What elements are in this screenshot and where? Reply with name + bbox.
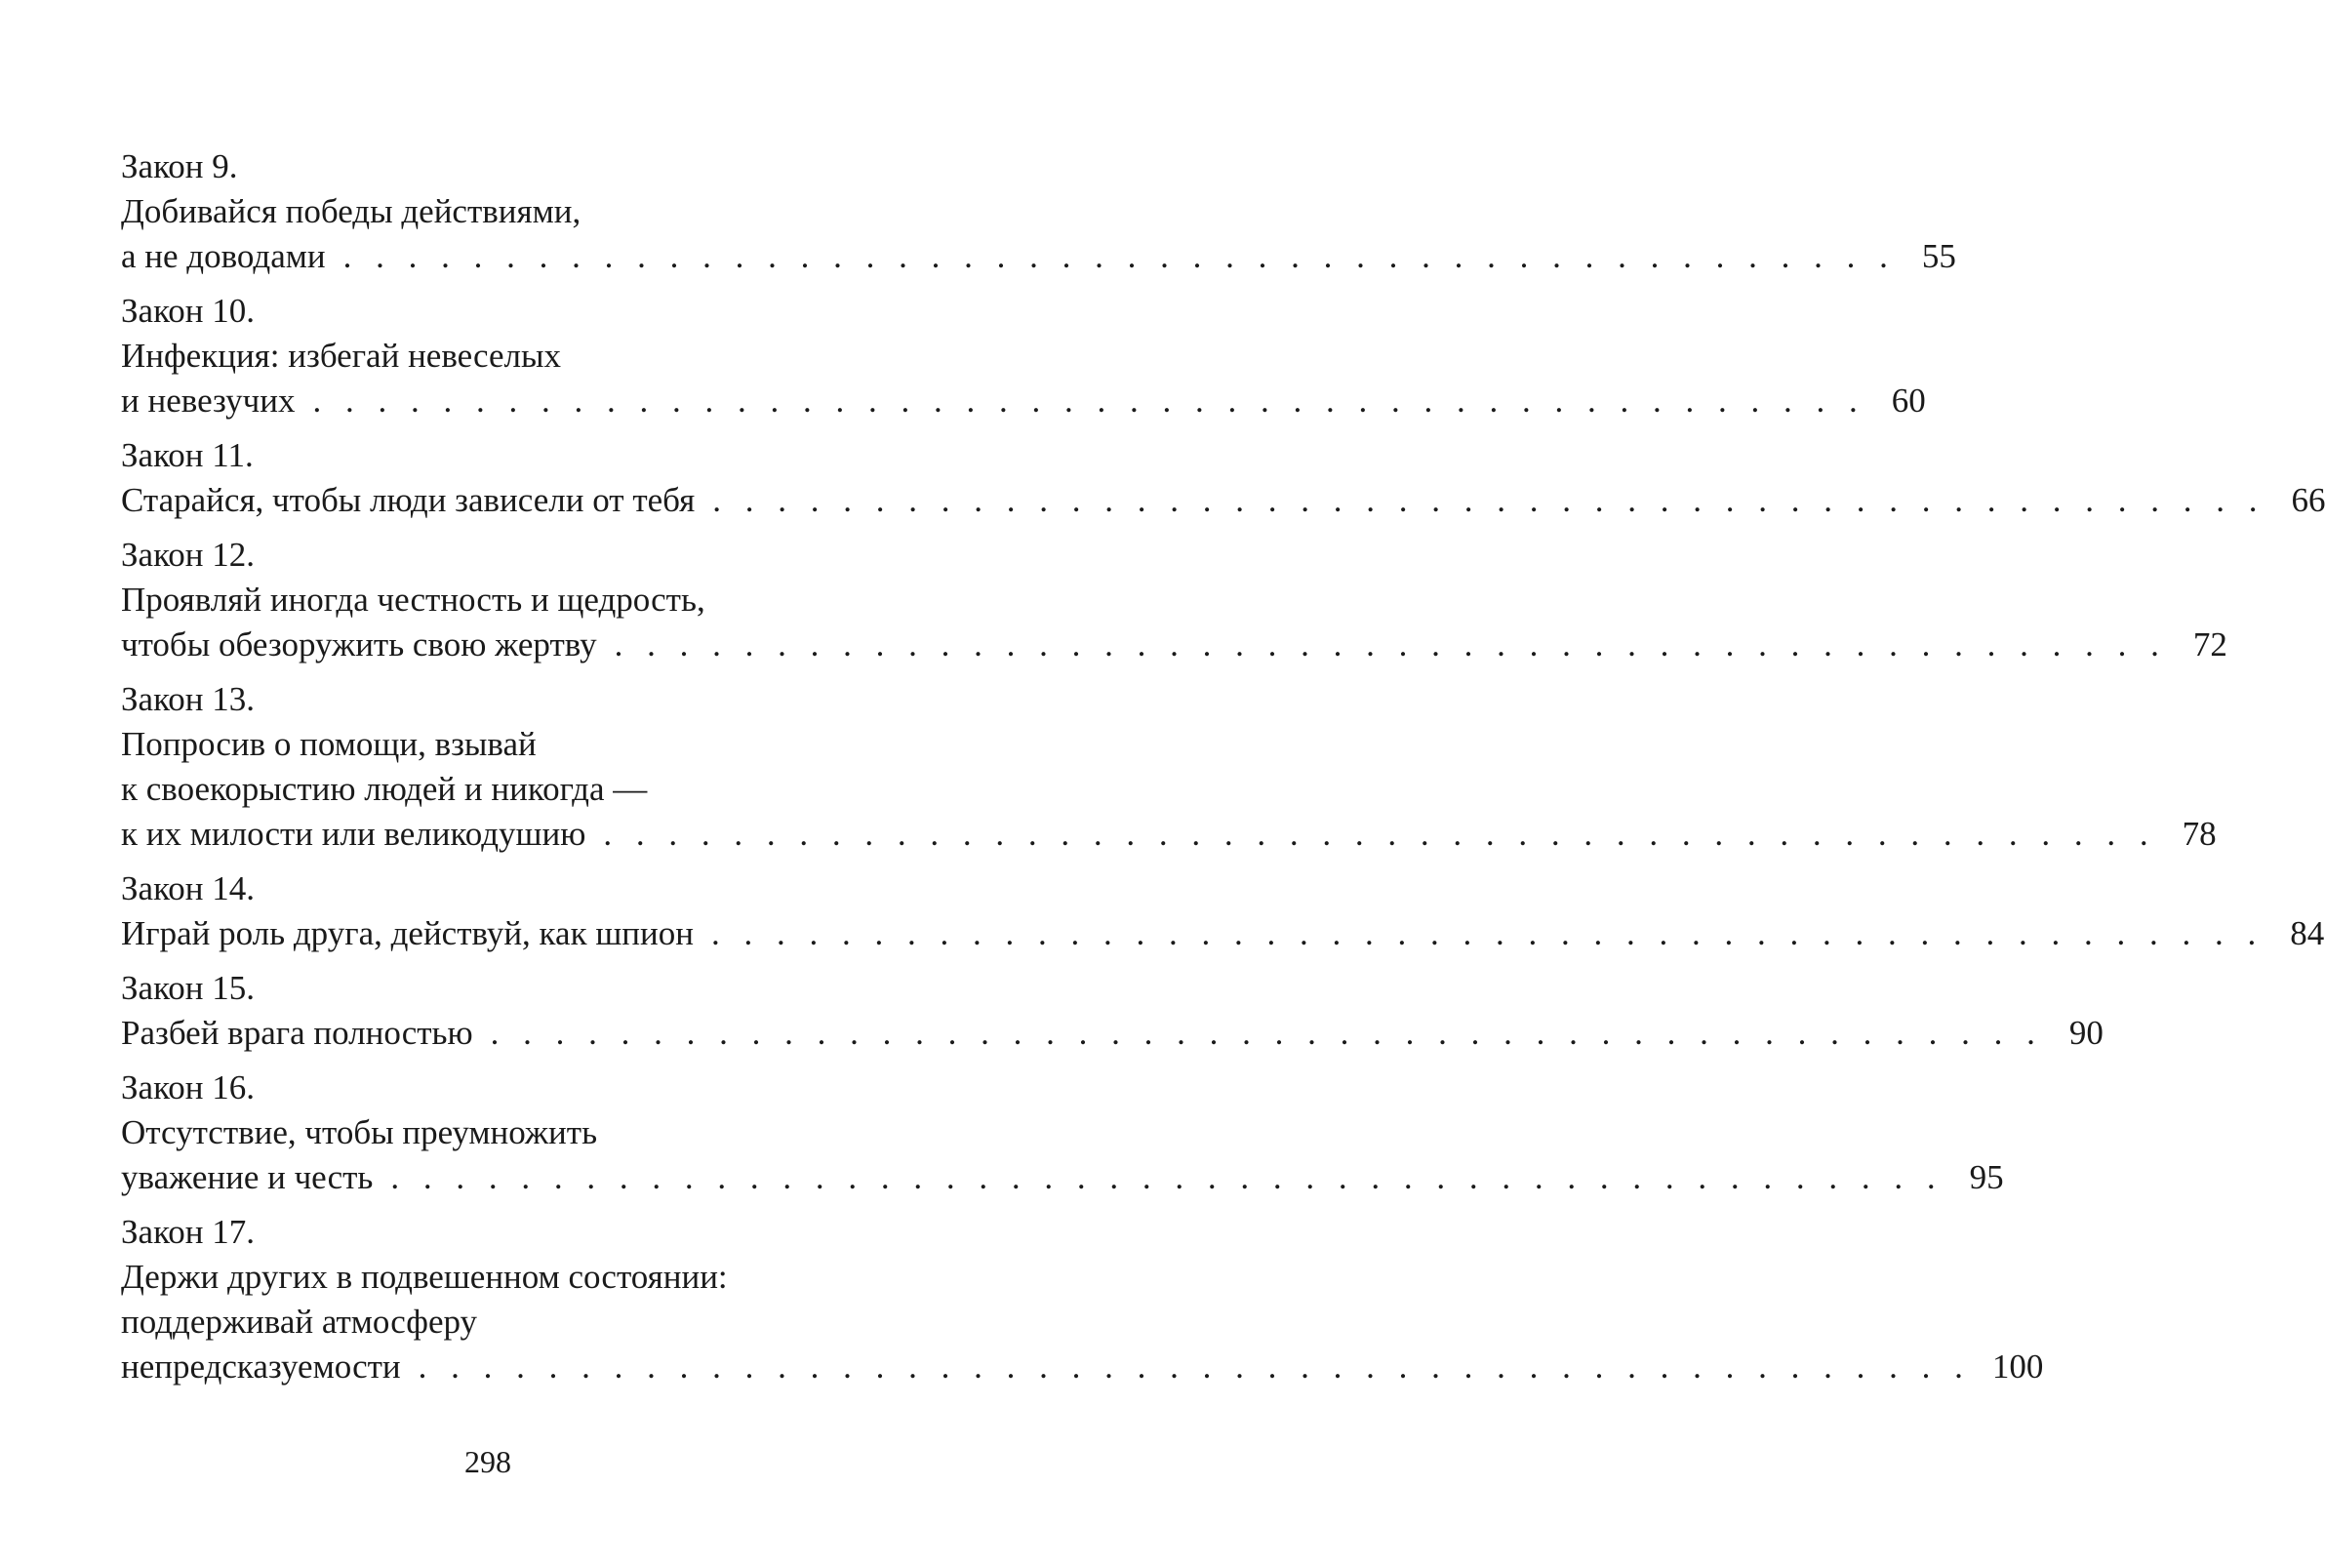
law-title-last-line <box>121 478 2325 523</box>
law-number: Закон 13. <box>121 680 256 718</box>
law-title-last-line <box>121 234 1956 279</box>
law-title-line: поддерживай атмосферу <box>121 1303 478 1341</box>
toc-entry <box>121 533 2227 667</box>
law-title-text: Разбей врага полностью <box>121 1014 473 1052</box>
dot-leader: . . . . . . . . . . . . . . . . . . . . . . . . . . . . . . . . . . . . . . . . . . . . . . . . <box>418 1347 1971 1386</box>
toc-entry <box>121 1065 2004 1200</box>
dot-leader: . . . . . . . . . . . . . . . . . . . . . . . . . . . . . . . . . . . . . . . . . . . . . . . . <box>390 1158 1944 1196</box>
law-title-last-line <box>121 623 2227 667</box>
law-title-text: а не доводами <box>121 237 326 275</box>
toc-page-number: 90 <box>2068 1014 2104 1052</box>
law-title-text: непредсказуемости <box>121 1347 401 1386</box>
dot-leader: . . . . . . . . . . . . . . . . . . . . . . . . . . . . . . . . . . . . . . . . . . . . . . . . <box>710 914 2265 952</box>
toc-page-number: 72 <box>2192 625 2227 663</box>
law-number: Закон 16. <box>121 1068 256 1106</box>
dot-leader: . . . . . . . . . . . . . . . . . . . . . . . . . . . . . . . . . . . . . . . . . . . . . . . . <box>490 1014 2043 1052</box>
law-title-line: Инфекция: избегай невеселых <box>121 337 562 375</box>
dot-leader: . . . . . . . . . . . . . . . . . . . . . . . . . . . . . . . . . . . . . . . . . . . . . . . . <box>614 625 2167 663</box>
toc-page-number: 95 <box>1969 1158 2004 1196</box>
toc-entry <box>121 866 2325 956</box>
law-title-last-line <box>121 1011 2104 1056</box>
law-title-last-line <box>121 1155 2004 1200</box>
toc-page-number: 78 <box>2182 815 2217 853</box>
law-title-line: Держи других в подвешенном состоянии: <box>121 1258 728 1296</box>
law-number: Закон 12. <box>121 536 256 574</box>
toc-page-number: 55 <box>1921 237 1956 275</box>
page-number: 298 <box>464 1444 511 1479</box>
toc-entry <box>121 433 2325 523</box>
law-title-last-line <box>121 1345 2044 1389</box>
law-title-last-line <box>121 379 1926 423</box>
law-title-line: Проявляй иногда честность и щедрость, <box>121 581 705 619</box>
toc-page-number: 60 <box>1891 382 1926 420</box>
dot-leader: . . . . . . . . . . . . . . . . . . . . . . . . . . . . . . . . . . . . . . . . . . . . . . . . <box>712 481 2265 519</box>
dot-leader: . . . . . . . . . . . . . . . . . . . . . . . . . . . . . . . . . . . . . . . . . . . . . . . . <box>312 382 1865 420</box>
law-number: Закон 11. <box>121 436 254 474</box>
law-number: Закон 15. <box>121 969 256 1007</box>
law-number: Закон 9. <box>121 147 238 185</box>
toc-page-number: 84 <box>2290 914 2325 952</box>
law-title-line: к своекорыстию людей и никогда — <box>121 770 648 808</box>
toc-entry <box>121 677 2217 857</box>
law-title-line: Отсутствие, чтобы преумножить <box>121 1113 598 1151</box>
law-title-text: к их милости или великодушию <box>121 815 586 853</box>
toc-entry <box>121 966 2104 1056</box>
table-of-contents <box>121 144 2325 1389</box>
law-number: Закон 14. <box>121 869 256 907</box>
dot-leader: . . . . . . . . . . . . . . . . . . . . . . . . . . . . . . . . . . . . . . . . . . . . . . . . <box>342 237 1896 275</box>
law-title-text: Старайся, чтобы люди зависели от тебя <box>121 481 696 519</box>
dot-leader: . . . . . . . . . . . . . . . . . . . . . . . . . . . . . . . . . . . . . . . . . . . . . . . . <box>603 815 2156 853</box>
law-number: Закон 10. <box>121 292 256 330</box>
law-title-text: уважение и честь <box>121 1158 374 1196</box>
toc-entry <box>121 144 1956 279</box>
toc-page-number: 66 <box>2291 481 2325 519</box>
law-title-text: чтобы обезоружить свою жертву <box>121 625 597 663</box>
law-number: Закон 17. <box>121 1213 256 1251</box>
law-title-text: и невезучих <box>121 382 296 420</box>
law-title-last-line <box>121 911 2325 956</box>
toc-page-number: 100 <box>1991 1347 2044 1386</box>
law-title-text: Играй роль друга, действуй, как шпион <box>121 914 694 952</box>
toc-entry <box>121 1210 2044 1389</box>
law-title-line: Попросив о помощи, взывай <box>121 725 537 763</box>
law-title-line: Добивайся победы действиями, <box>121 192 581 230</box>
toc-entry <box>121 289 1926 423</box>
law-title-last-line <box>121 812 2217 857</box>
